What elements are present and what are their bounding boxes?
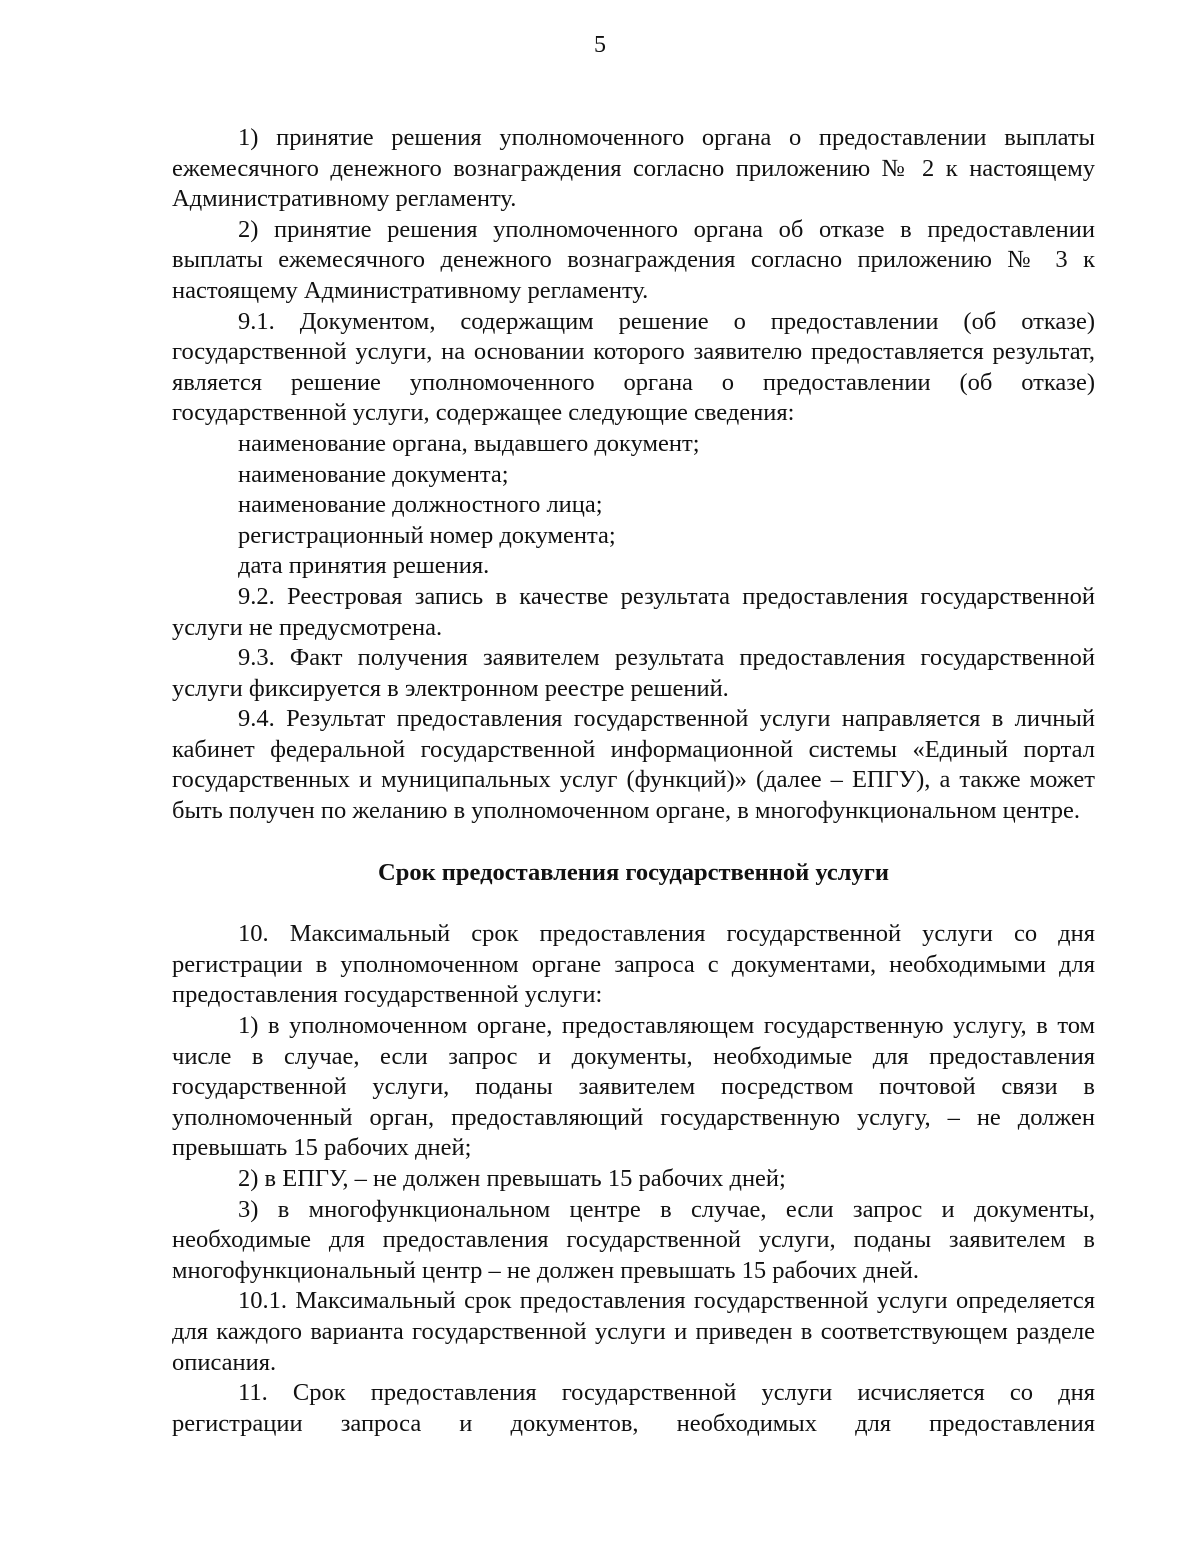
document-body — [172, 123, 1095, 1439]
paragraph-11: 11. Срок предоставления государственной услуги исчисляется со дня регистрации запроса и документов, необходимых для предоставления — [172, 1379, 1095, 1437]
list-item-official-name: наименование должностного лица; — [238, 491, 603, 519]
paragraph-9-4: 9.4. Результат предоставления государственной услуги направляется в личный кабинет федеральной государственной информационной системы «Единый портал государственных и муниципальных услуг (функций)» (далее – ЕПГУ), а также может быть получен по желанию в уполномоченном органе, в многофункциональном центре. — [172, 705, 1095, 825]
paragraph-9-1: 9.1. Документом, содержащим решение о предоставлении (об отказе) государственной услуги, на основании которого заявителю предоставляется результат, является решение уполномоченного органа о предоставлении (об отказе) государственной услуги, содержащее следующие сведения: — [172, 307, 1095, 427]
section-heading: Срок предоставления государственной услуги — [378, 858, 889, 886]
paragraph-result-refusal: 2) принятие решения уполномоченного органа об отказе в предоставлении выплаты ежемесячного денежного вознаграждения согласно приложению № 3 к настоящему Административному регламенту. — [172, 215, 1095, 304]
page-number: 5 — [594, 32, 606, 58]
paragraph-10-item-2: 2) в ЕПГУ, – не должен превышать 15 рабочих дней; — [238, 1165, 786, 1192]
paragraph-10-item-1: 1) в уполномоченном органе, предоставляющем государственную услугу, в том числе в случае, если запрос и документы, необходимые для предоставления государственной услуги, поданы заявителем посредством почтовой связи в уполномоченный орган, предоставляющий государственную услугу, – не должен превышать 15 рабочих дней; — [172, 1012, 1095, 1162]
paragraph-10-item-3: 3) в многофункциональном центре в случае, если запрос и документы, необходимые для предоставления государственной услуги, поданы заявителем в многофункциональный центр – не должен превышать 15 рабочих дней. — [172, 1195, 1095, 1284]
paragraph-result-grant: 1) принятие решения уполномоченного органа о предоставлении выплаты ежемесячного денежного вознаграждения согласно приложению № 2 к настоящему Административному регламенту. — [172, 124, 1095, 213]
list-item-decision-date: дата принятия решения. — [238, 552, 490, 580]
list-item-registration-number: регистрационный номер документа; — [238, 521, 616, 549]
paragraph-9-2: 9.2. Реестровая запись в качестве результата предоставления государственной услуги не предусмотрена. — [172, 582, 1095, 641]
list-item-authority-name: наименование органа, выдавшего документ; — [238, 429, 700, 457]
paragraph-10: 10. Максимальный срок предоставления государственной услуги со дня регистрации в уполномоченном органе запроса с документами, необходимыми для предоставления государственной услуги: — [172, 920, 1095, 1009]
list-item-document-name: наименование документа; — [238, 460, 509, 488]
paragraph-10-1: 10.1. Максимальный срок предоставления государственной услуги определяется для каждого варианта государственной услуги и приведен в соответствующем разделе описания. — [172, 1287, 1095, 1376]
paragraph-9-3: 9.3. Факт получения заявителем результата предоставления государственной услуги фиксируется в электронном реестре решений. — [172, 644, 1095, 702]
